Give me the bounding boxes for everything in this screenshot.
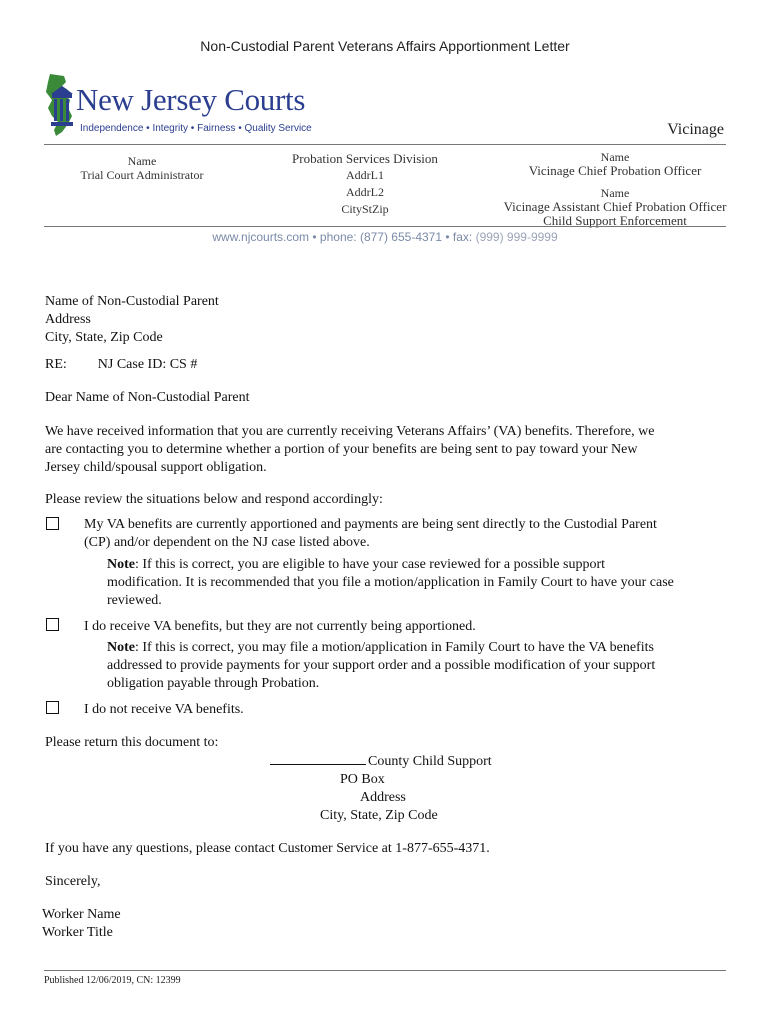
return-label: Please return this document to: [45,735,219,750]
document-top-title: Non-Custodial Parent Veterans Affairs Apportionment Letter [200,38,570,54]
county-blank[interactable] [270,752,366,765]
signature-block [42,906,121,942]
recipient-block [45,293,219,347]
header-divider-bottom [44,226,726,227]
assistant-chief-name: Name [600,186,630,200]
option-2-note-label: Note [107,640,135,655]
recipient-address: Address [45,312,91,327]
published-note: Published 12/06/2019, CN: 12399 [44,975,181,986]
instructions: Please review the situations below and respond accordingly: [45,492,383,507]
intro-line-1: We have received information that you are currently receiving Veterans Affairs’ (VA) benefits. Therefore, we [45,424,655,439]
nj-courts-logo [42,72,312,142]
option-1 [84,516,734,552]
logo-tagline: Independence • Integrity • Fairness • Quality Service [80,123,312,134]
footer-divider [44,970,726,971]
intro-paragraph [45,423,735,477]
contact-web-phone-fax: www.njcourts.com • phone: (877) 655-4371 • fax: [212,230,473,244]
option-1-note-line-3: reviewed. [107,593,162,608]
option-2-line-1: I do receive VA benefits, but they are not currently being apportioned. [84,619,476,634]
assistant-chief-title: Vicinage Assistant Chief Probation Officer [503,199,727,214]
option-2-note-line-3: obligation payable through Probation. [107,676,320,691]
option-3-line-1: I do not receive VA benefits. [84,702,244,717]
return-county: County Child Support [368,754,492,769]
tca-name: Name [127,154,157,168]
recipient-name: Name of Non-Custodial Parent [45,294,219,309]
recipient-city: City, State, Zip Code [45,330,163,345]
option-3-checkbox[interactable] [46,701,59,714]
return-address [270,752,570,825]
option-1-note-line-1: : If this is correct, you are eligible to have your case reviewed for a possible support [135,557,606,572]
worker-name: Worker Name [42,907,121,922]
chief-title: Vicinage Chief Probation Officer [528,163,702,178]
return-po-box: PO Box [340,772,385,787]
salutation: Dear Name of Non-Custodial Parent [45,390,250,405]
return-city: City, State, Zip Code [320,808,438,823]
closing: Sincerely, [45,874,101,889]
contact-fax-number: (999) 999-9999 [475,230,558,244]
address-line-2: AddrL2 [346,185,384,199]
vicinage-label: Vicinage [667,121,724,138]
division-name: Probation Services Division [292,151,438,166]
address-city: CityStZip [341,202,389,216]
intro-line-3: Jersey child/spousal support obligation. [45,460,267,475]
intro-line-2: are contacting you to determine whether a portion of your benefits are being sent to pay toward your New [45,442,638,457]
option-2-checkbox[interactable] [46,618,59,631]
option-1-line-1: My VA benefits are currently apportioned and payments are being sent directly to the Custodial Parent [84,517,657,532]
re-line [45,356,197,374]
tca-title: Trial Court Administrator [80,168,204,182]
contact-line [0,230,770,244]
logo-title: New Jersey Courts [76,82,306,117]
option-2-note-line-1: : If this is correct, you may file a motion/application in Family Court to have the VA benefits [135,640,654,655]
questions-line: If you have any questions, please contact Customer Service at 1-877-655-4371. [45,841,490,856]
option-1-line-2: (CP) and/or dependent on the NJ case listed above. [84,535,370,550]
option-1-checkbox[interactable] [46,517,59,530]
re-case-id: NJ Case ID: CS # [97,357,198,372]
header-divider-top [44,144,726,145]
header-left-column [52,154,232,182]
option-1-note [107,556,737,610]
child-support-enforcement: Child Support Enforcement [543,213,687,228]
chief-name: Name [600,150,630,164]
re-label: RE: [45,357,67,372]
header-center-column [270,152,460,216]
option-1-note-label: Note [107,557,135,572]
option-2-note [107,639,737,693]
worker-title: Worker Title [42,925,113,940]
option-1-note-line-2: modification. It is recommended that you file a motion/application in Family Court to have your case [107,575,674,590]
nj-state-map-icon [42,72,78,138]
option-2-note-line-2: addressed to provide payments for your support order and a possible modification of your support [107,658,656,673]
address-line-1: AddrL1 [346,168,384,182]
header-right-column [495,150,735,228]
return-address-line: Address [360,790,406,805]
